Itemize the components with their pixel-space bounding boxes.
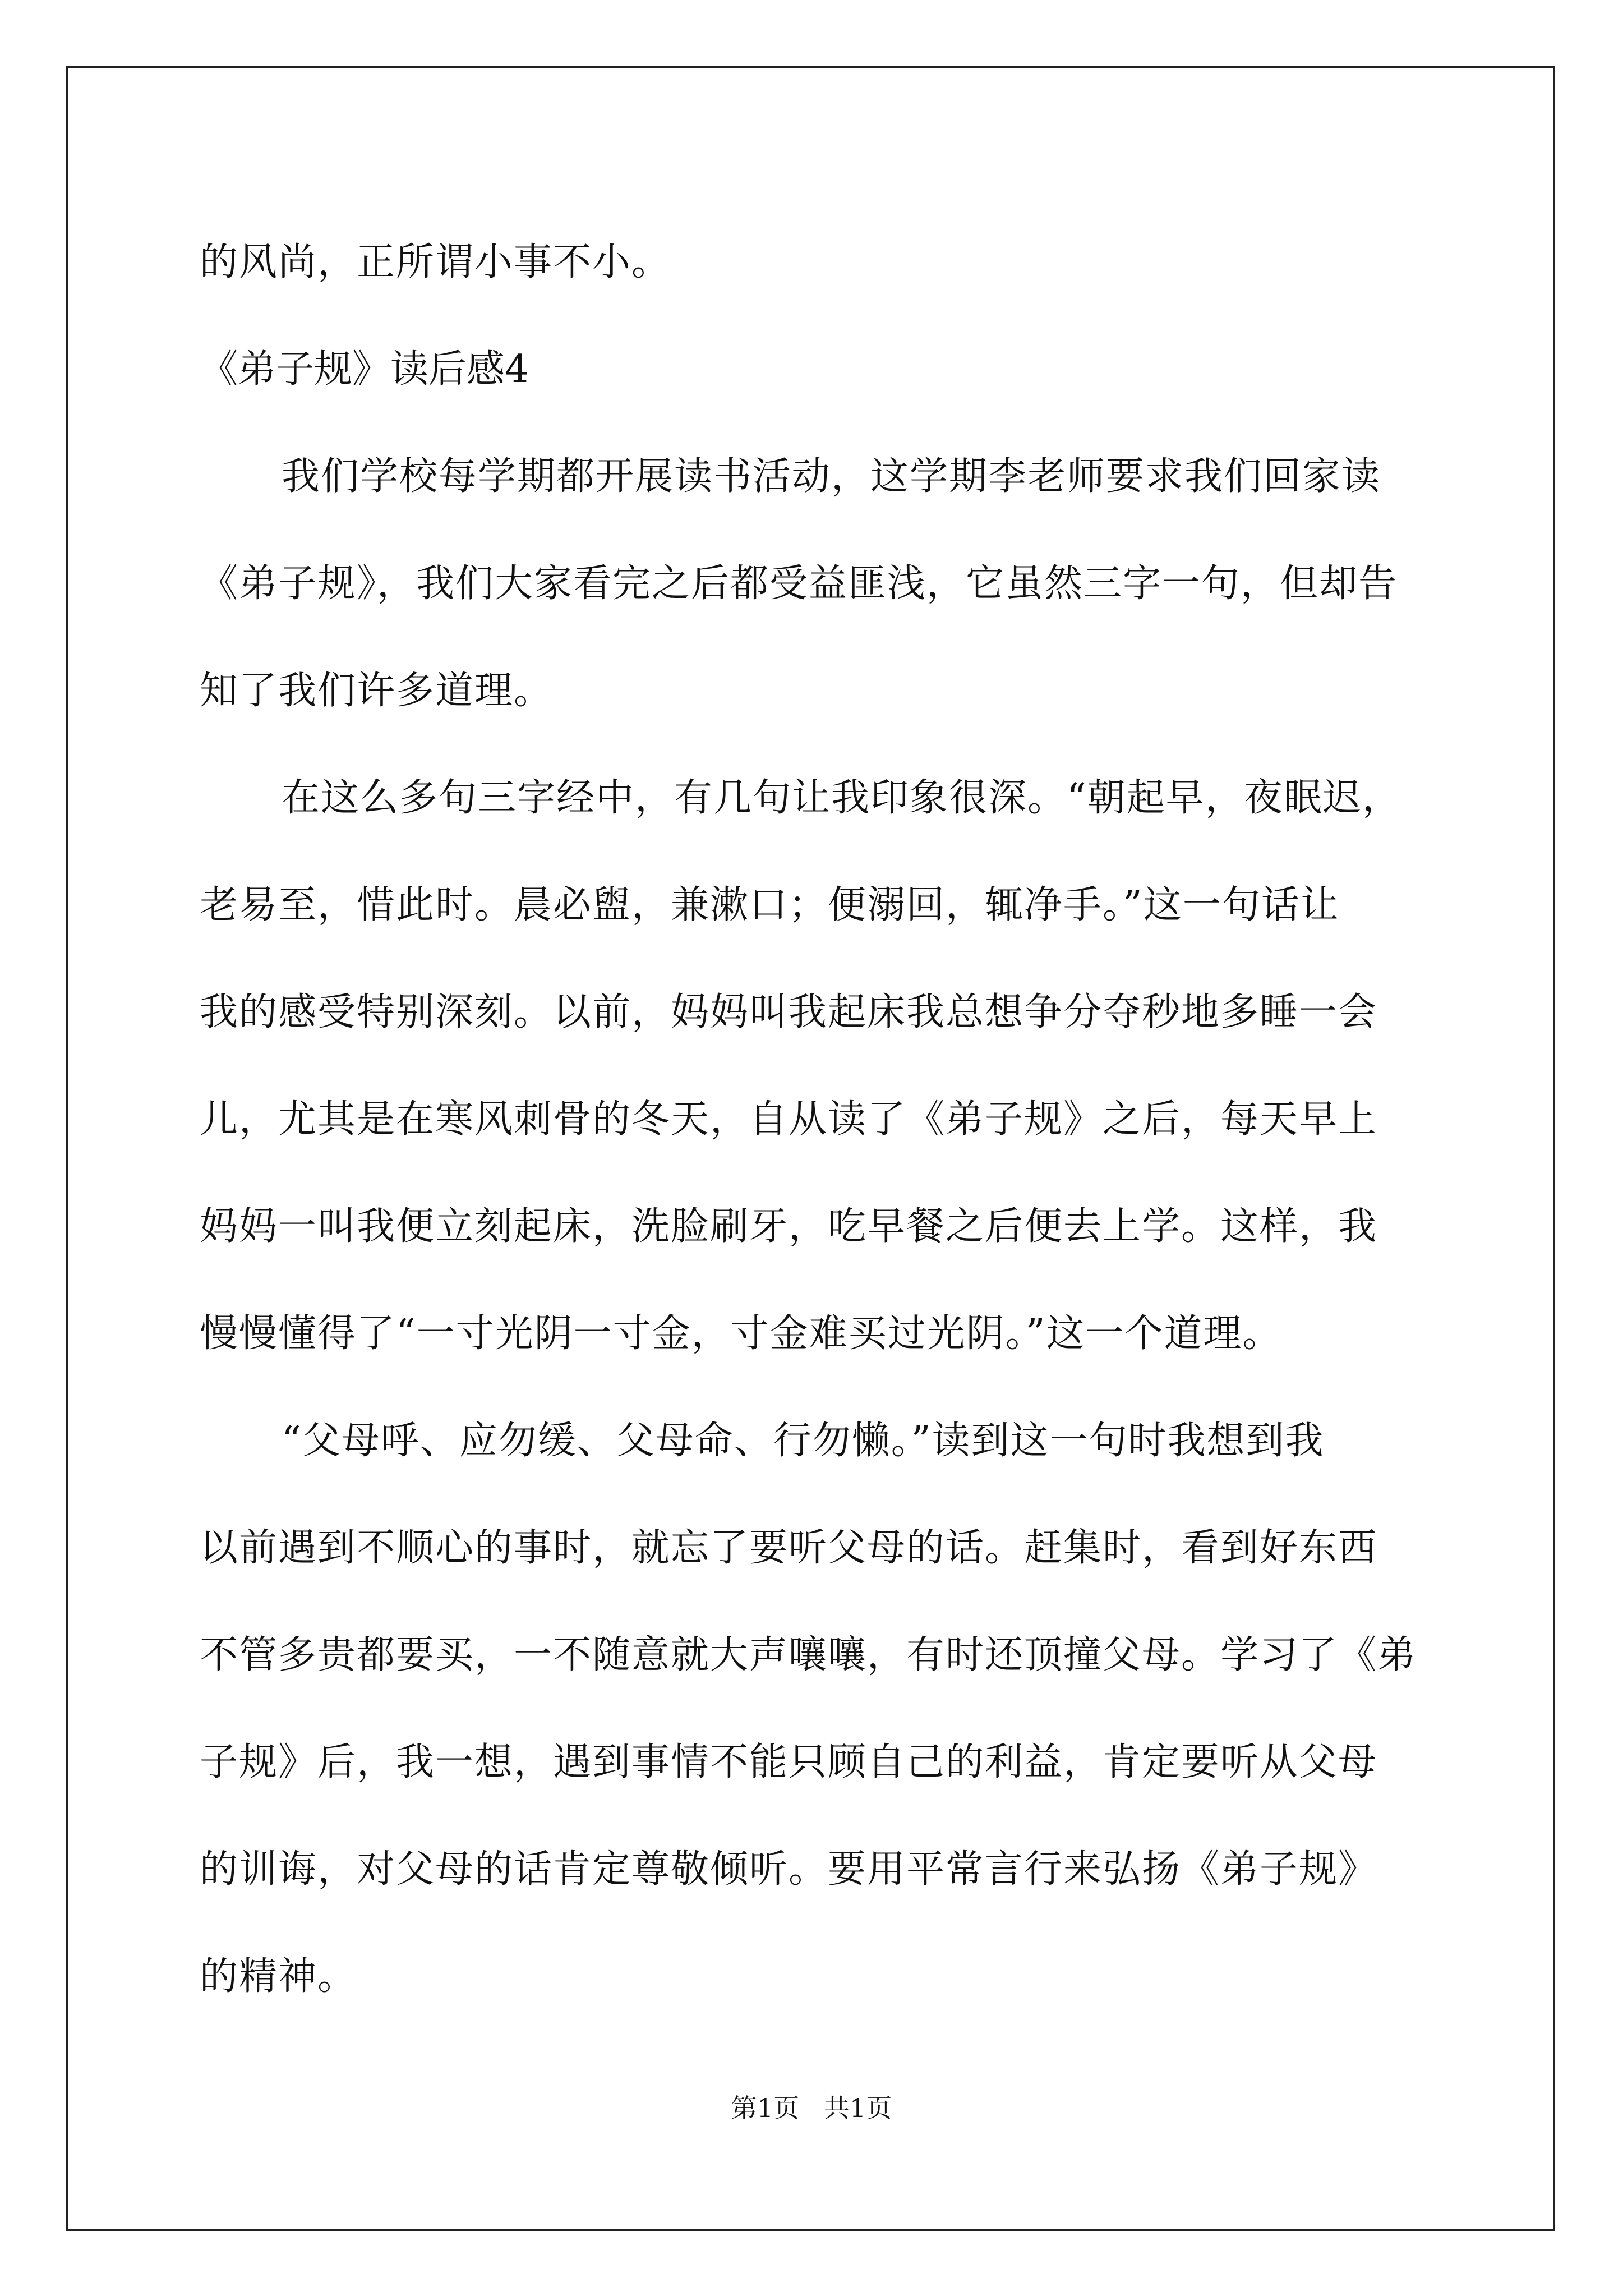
paragraph-line: “父母呼、应勿缓、父母命、行勿懒。”读到这一句时我想到我 [282, 1419, 1325, 1463]
paragraph-line: 在这么多句三字经中，有几句让我印象很深。“朝起早，夜眠迟， [282, 776, 1401, 820]
paragraph-line: 的风尚，正所谓小事不小。 [200, 240, 671, 284]
paragraph-line: 慢慢懂得了“一寸光阴一寸金，寸金难买过光阴。”这一个道理。 [200, 1312, 1282, 1356]
paragraph-line: 以前遇到不顺心的事时，就忘了要听父母的话。赶集时，看到好东西 [200, 1526, 1378, 1570]
paragraph-line: 我的感受特别深刻。以前，妈妈叫我起床我总想争分夺秒地多睡一会 [200, 990, 1378, 1034]
paragraph-line: 我们学校每学期都开展读书活动，这学期李老师要求我们回家读 [282, 454, 1381, 499]
section-heading: 《弟子规》读后感4 [200, 347, 529, 392]
page-footer: 第1页 共1页 [731, 2093, 892, 2123]
paragraph-line: 《弟子规》，我们大家看完之后都受益匪浅，它虽然三字一句，但却告 [200, 562, 1398, 606]
paragraph-line: 子规》后，我一想，遇到事情不能只顾自己的利益，肯定要听从父母 [200, 1740, 1378, 1784]
paragraph-line: 儿，尤其是在寒风刺骨的冬天，自从读了《弟子规》之后，每天早上 [200, 1097, 1378, 1142]
paragraph-line: 的训诲，对父母的话肯定尊敬倾听。要用平常言行来弘扬《弟子规》 [200, 1847, 1378, 1892]
paragraph-line: 知了我们许多道理。 [200, 669, 554, 713]
paragraph-line: 的精神。 [200, 1954, 357, 1999]
document-body [200, 209, 1450, 2030]
paragraph-line: 老易至，惜此时。晨必盥，兼漱口；便溺回，辄净手。”这一句话让 [200, 883, 1340, 927]
paragraph-line: 妈妈一叫我便立刻起床，洗脸刷牙，吃早餐之后便去上学。这样，我 [200, 1204, 1378, 1249]
paragraph-line: 不管多贵都要买，一不随意就大声嚷嚷，有时还顶撞父母。学习了《弟 [200, 1633, 1417, 1677]
